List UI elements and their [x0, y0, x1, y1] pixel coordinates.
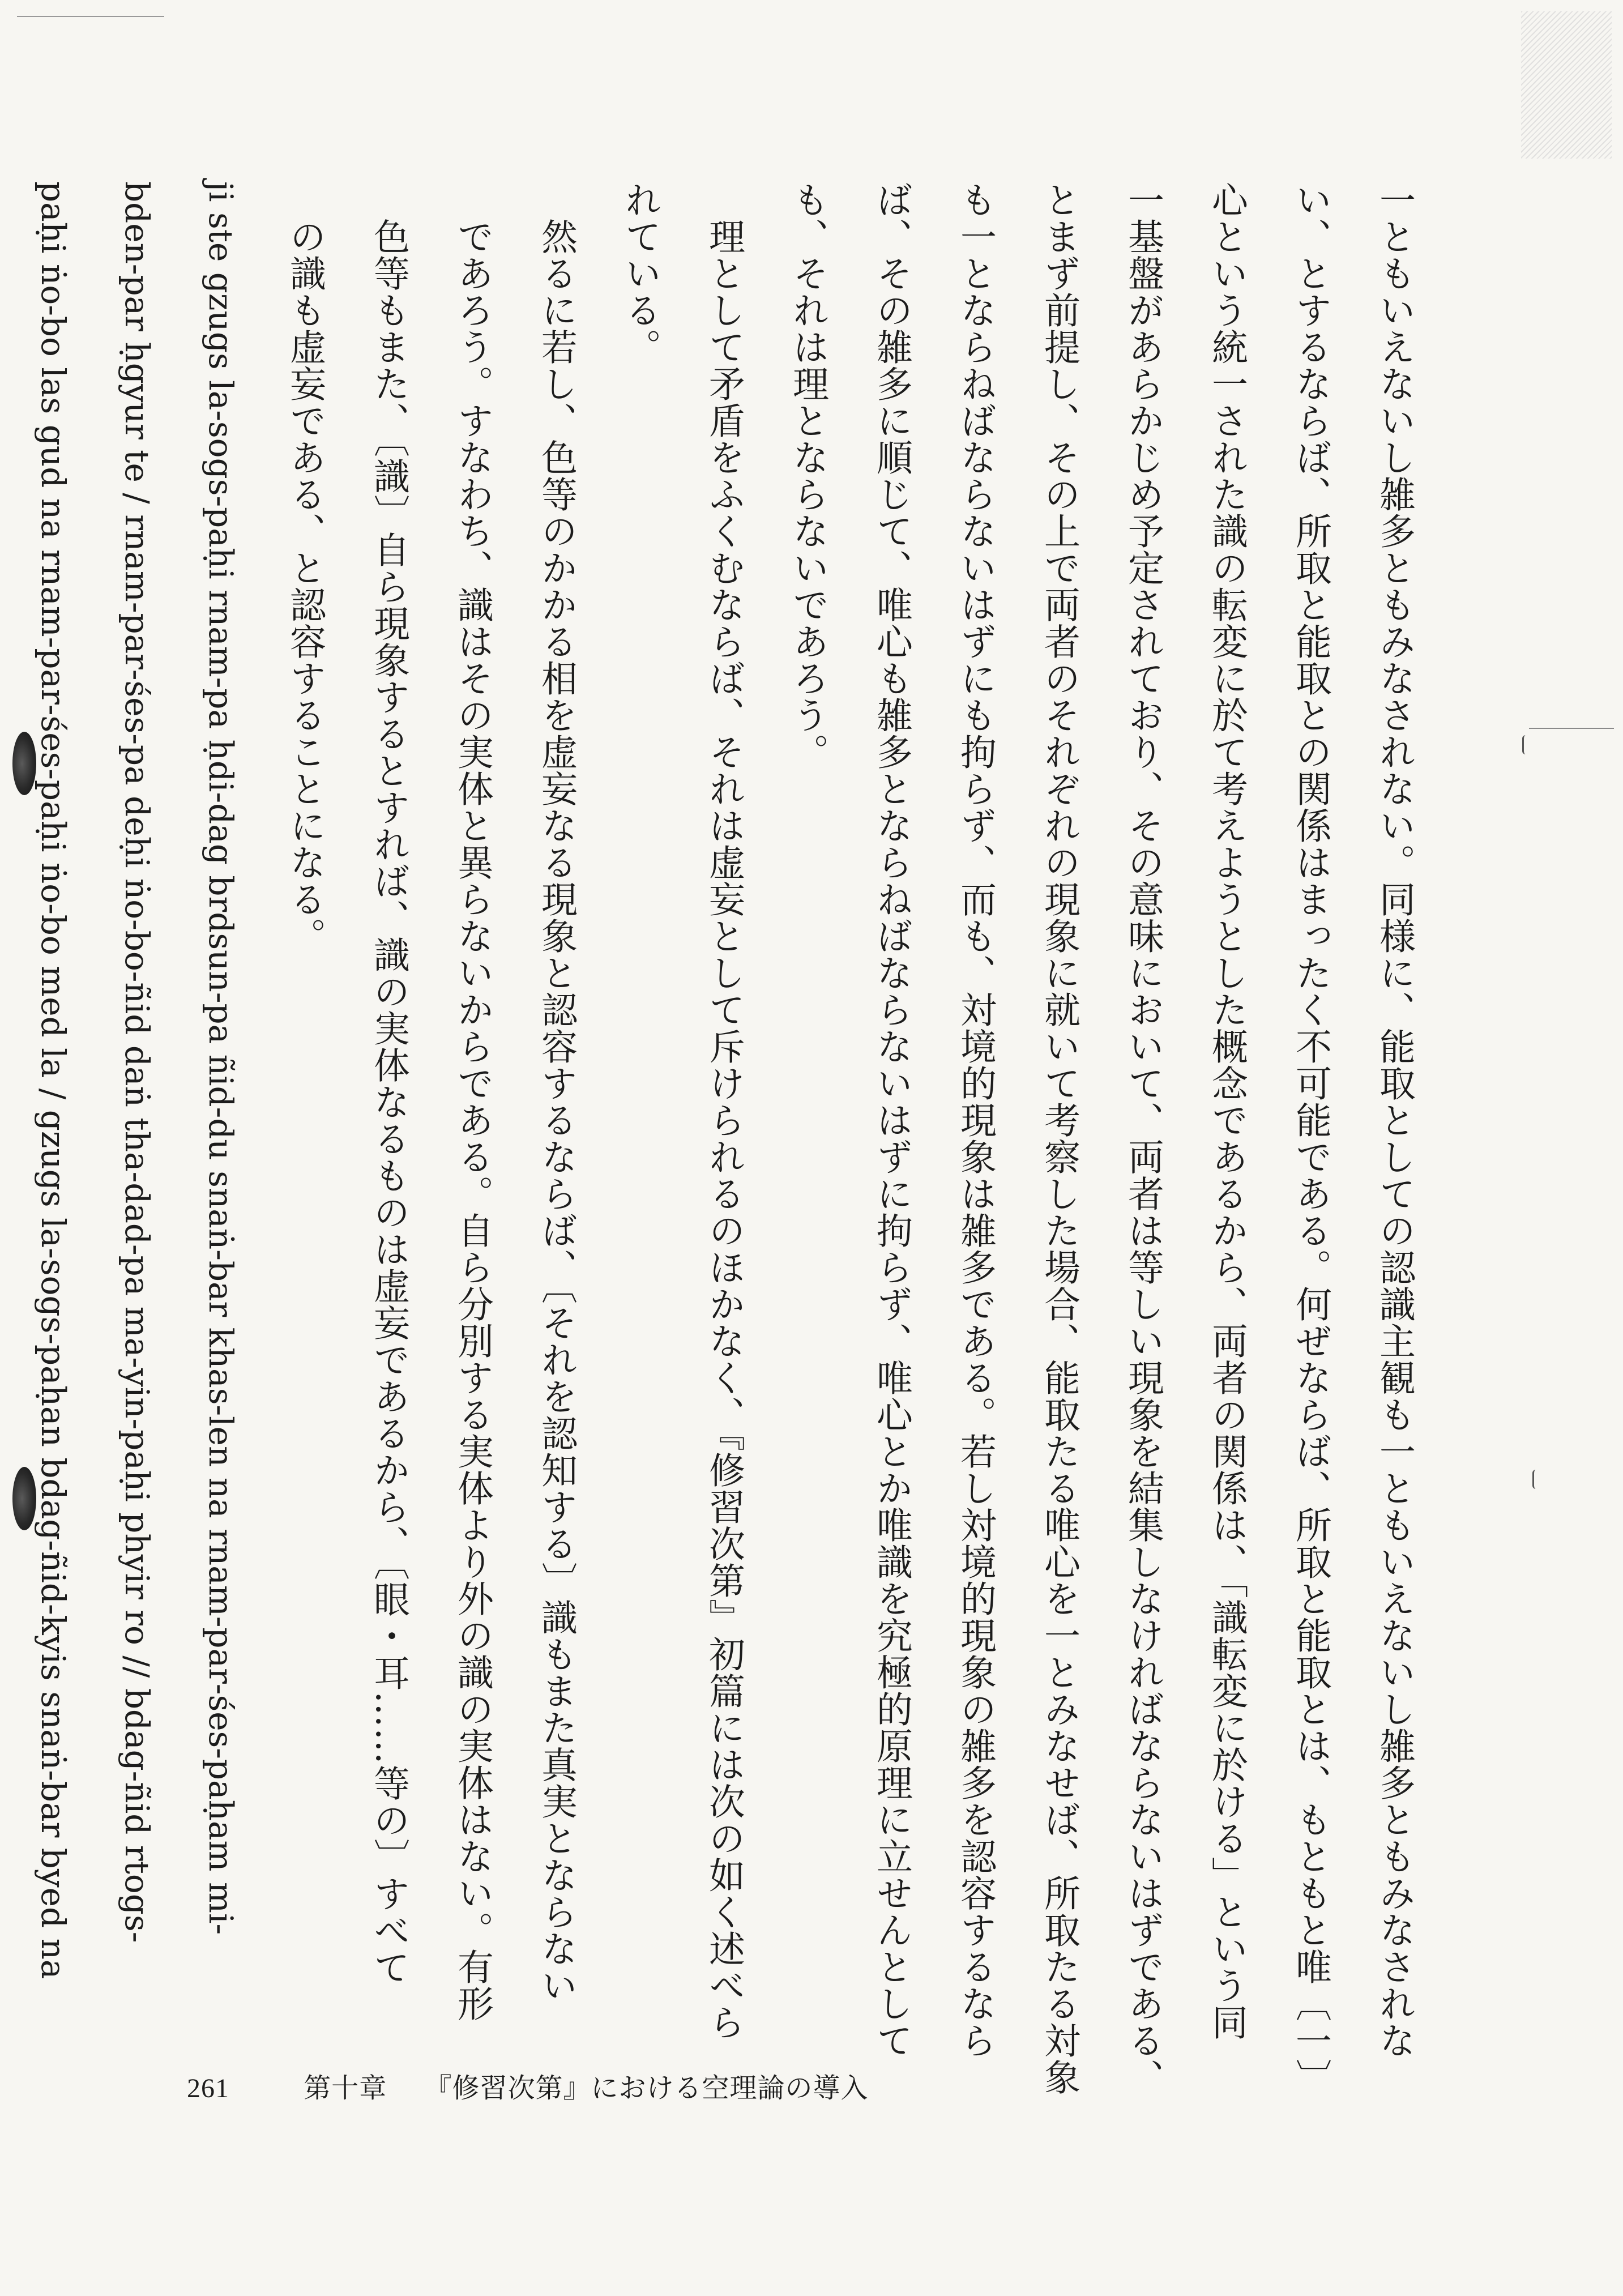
text-line: れている。 — [619, 181, 661, 365]
text-line: とまず前提し、その上で両者のそれぞれの現象に就いて考察した場合、能取たる唯心を一とみなせば、所取たる対象 — [1038, 181, 1080, 2096]
text-line: も、それは理とならないであろう。 — [787, 181, 828, 770]
text-line: 一ともいえないし雑多ともみなされない。同様に、能取としての認識主観も一ともいえないし雑多ともみなされな — [1373, 181, 1415, 2059]
quote-line: の識も虚妄である、と認容することになる。 — [284, 181, 326, 954]
text-line: も一とならねばならないはずにも拘らず、而も、対境的現象は雑多である。若し対境的現象の雑多を認容するなら — [954, 181, 996, 2059]
chapter-label: 第十章 — [304, 2072, 387, 2104]
text-line: い、とするならば、所取と能取との関係はまったく不可能である。何ぜならば、所取と能取とは、もともと唯〔一〕 — [1289, 181, 1331, 2096]
quote-line: 色等もまた、〔識〕自ら現象するとすれば、識の実体なるものは虚妄であるから、〔眼・耳……等の〕すべて — [368, 181, 409, 1986]
text-line: 理として矛盾をふくむならば、それは虚妄として斥けられるのほかなく、『修習次第』初篇には次の如く述べら — [703, 181, 745, 2041]
page-number: 261 — [187, 2073, 229, 2103]
margin-rule — [1529, 728, 1614, 729]
quote-line: 然るに若し、色等のかかる相を虚妄なる現象と認容するならば、〔それを認知する〕識もまた真実とならない — [535, 181, 577, 2004]
scan-artifact-speckle — [1521, 11, 1612, 159]
tibetan-transliteration-line — [0, 181, 11, 2016]
page-footer — [187, 2066, 869, 2105]
margin-mark — [1522, 735, 1530, 754]
tibetan-transliteration-line: bden-par ḥgyur te / rnam-par-śes-pa deḥi ṅo-bo-ñid daṅ tha-dad-pa ma-yin-paḥi phyir ro // bdag-ñid rtogs- — [118, 181, 156, 1943]
chapter-title: 『修習次第』における空理論の導入 — [424, 2072, 869, 2104]
scan-artifact-line — [17, 16, 164, 17]
tibetan-transliteration-line: ji ste gzugs la-sogs-paḥi rnam-pa ḥdi-dag brdsun-pa ñid-du snaṅ-bar khas-len na rnam-par-śes-paḥam mi- — [202, 181, 240, 1935]
text-line: 一基盤があらかじめ予定されており、その意味において、両者は等しい現象を結集しなければならないはずである、 — [1122, 181, 1164, 2096]
text-line: 心という統一された識の転変に於て考えようとした概念であるから、両者の関係は、「識転変に於ける」という同 — [1206, 181, 1248, 2041]
margin-mark — [1532, 1470, 1540, 1489]
text-line: ば、その雑多に順じて、唯心も雑多とならねばならないはずに拘らず、唯心とか唯識を究極的原理に立せんとして — [870, 181, 912, 2059]
tibetan-transliteration-line: paḥi ṅo-bo las gud na rnam-par-śes-paḥi ṅo-bo med la / gzugs la-sogs-paḥan bdag-ñid-kyis snaṅ-bar byed na — [34, 181, 72, 1979]
quote-line: であろう。すなわち、識はその実体と異らないからである。自ら分別する実体より外の識の実体はない。有形 — [451, 181, 493, 2022]
